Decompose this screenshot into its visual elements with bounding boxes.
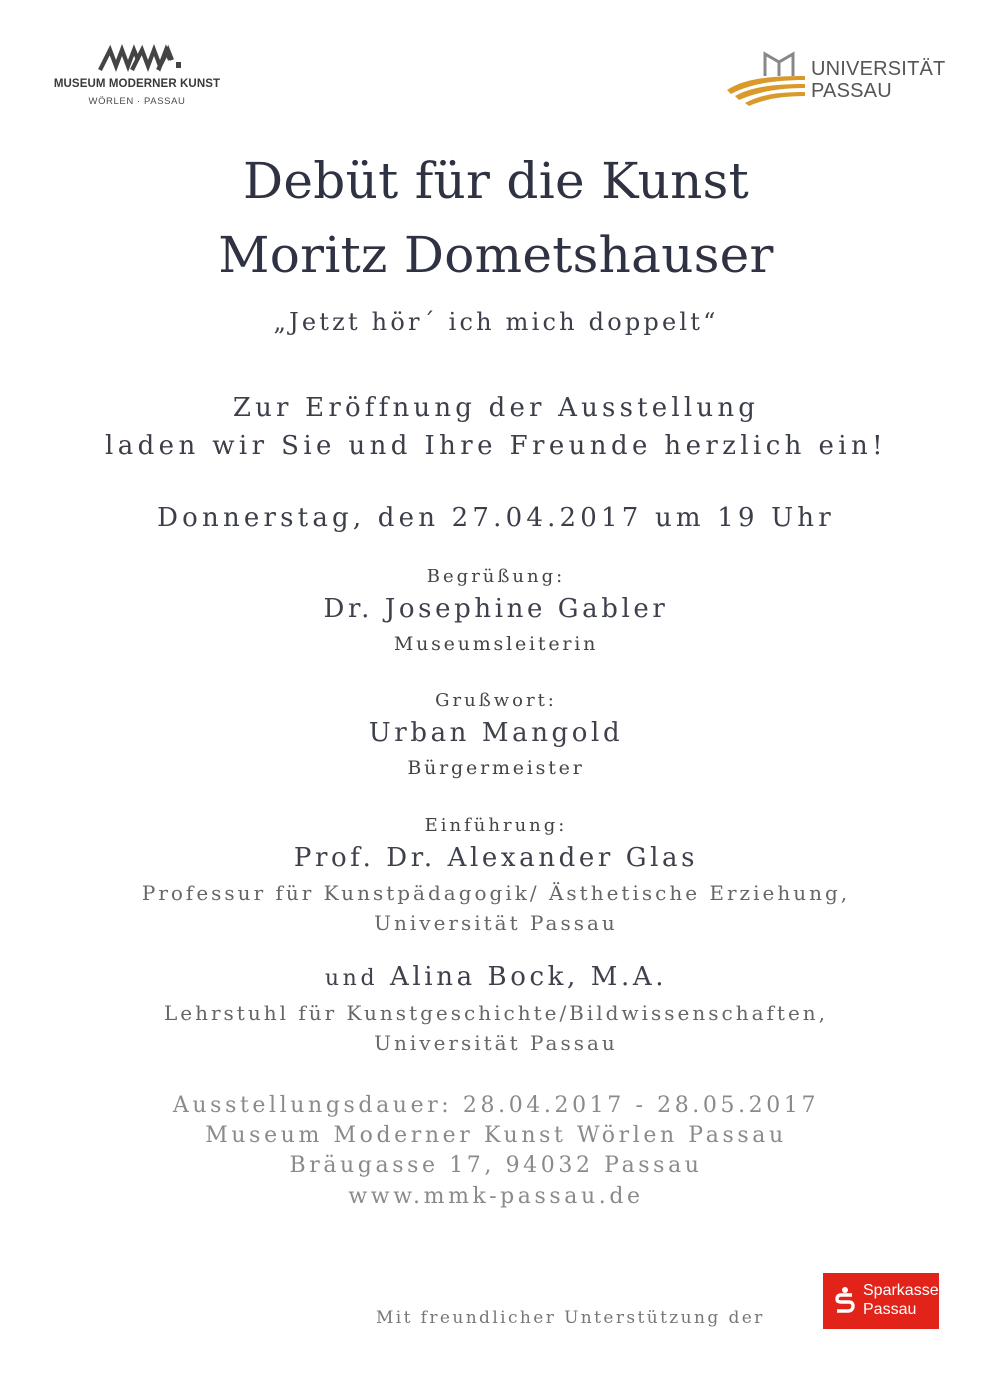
- program-role-welcome: Museumsleiterin: [393, 633, 599, 655]
- university-gate-logo-icon: [725, 46, 811, 110]
- mmk-logo-name: MUSEUM MODERNER KUNST: [53, 78, 221, 90]
- exhibition-duration: Ausstellungsdauer: 28.04.2017 - 28.05.2017: [172, 1093, 820, 1118]
- program-role-introduction-2: Universität Passau: [374, 911, 618, 935]
- invitation-line-1: Zur Eröffnung der Ausstellung: [232, 393, 760, 423]
- exhibition-quote: „Jetzt hör´ ich mich doppelt“: [273, 308, 719, 336]
- sparkasse-logo-line2: Passau: [863, 1301, 917, 1318]
- program-role-coincluded-2: Universität Passau: [374, 1031, 618, 1055]
- sparkasse-logo-line1: Sparkasse: [863, 1282, 939, 1299]
- mmk-logo: [52, 44, 222, 114]
- opening-date: Donnerstag, den 27.04.2017 um 19 Uhr: [157, 503, 835, 533]
- mmk-logo-subtitle: WÖRLEN · PASSAU: [88, 96, 186, 107]
- program-name-introduction: Prof. Dr. Alexander Glas: [293, 843, 699, 873]
- program-role-introduction-1: Professur für Kunstpädagogik/ Ästhetische Erziehung,: [141, 881, 851, 905]
- university-logo-line1: UNIVERSITÄT: [811, 58, 946, 80]
- program-label-greeting: Grußwort:: [435, 690, 557, 711]
- program-label-and: und: [324, 966, 379, 991]
- mmk-wave-logo-icon: [52, 44, 222, 76]
- title-line-1: Debüt für die Kunst: [243, 152, 749, 210]
- museum-address: Bräugasse 17, 94032 Passau: [289, 1153, 703, 1178]
- university-logo: [725, 46, 945, 110]
- program-name-greeting: Urban Mangold: [368, 718, 624, 748]
- title-line-2: Moritz Dometshauser: [218, 226, 774, 284]
- museum-name: Museum Moderner Kunst Wörlen Passau: [205, 1123, 787, 1148]
- program-label-welcome: Begrüßung:: [426, 566, 566, 587]
- support-note: Mit freundlicher Unterstützung der: [376, 1308, 765, 1328]
- program-role-greeting: Bürgermeister: [407, 757, 585, 779]
- sparkasse-logo: [823, 1273, 939, 1329]
- program-name-welcome: Dr. Josephine Gabler: [323, 594, 669, 624]
- museum-website: www.mmk-passau.de: [348, 1184, 644, 1209]
- program-label-introduction: Einführung:: [424, 815, 568, 836]
- university-logo-line2: PASSAU: [811, 80, 892, 102]
- invitation-line-2: laden wir Sie und Ihre Freunde herzlich ein!: [105, 431, 887, 461]
- program-coincluded: [0, 962, 992, 992]
- sparkasse-s-logo-icon: [833, 1286, 857, 1314]
- program-name-coincluded: Alina Bock, M.A.: [390, 962, 668, 992]
- program-role-coincluded-1: Lehrstuhl für Kunstgeschichte/Bildwissenschaften,: [163, 1001, 829, 1025]
